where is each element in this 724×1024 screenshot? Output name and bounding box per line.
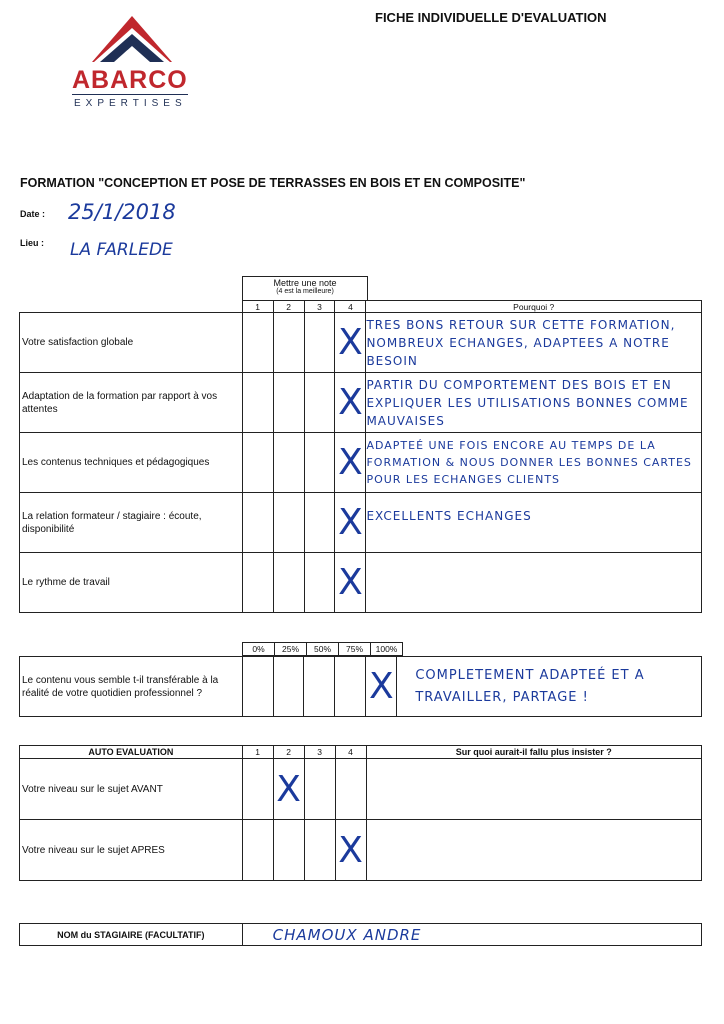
transfer-row xyxy=(20,657,702,717)
transfer-scale-75: 75% xyxy=(339,643,371,656)
rating-row xyxy=(20,373,702,433)
rating-row xyxy=(20,433,702,493)
transfer-cell-50[interactable] xyxy=(304,657,335,717)
rating-table xyxy=(19,300,702,613)
score-mark[interactable]: X xyxy=(335,433,366,493)
rating-row xyxy=(20,313,702,373)
transfer-scale-25: 25% xyxy=(275,643,307,656)
criterion-label: Le rythme de travail xyxy=(20,553,243,613)
auto-scale-4: 4 xyxy=(335,746,366,759)
logo-name: ABARCO xyxy=(72,66,188,94)
auto-label: Votre niveau sur le sujet APRES xyxy=(20,820,243,881)
rating-row xyxy=(20,553,702,613)
reason-text: EXCELLENTS ECHANGES xyxy=(366,493,702,553)
transfer-cell-25[interactable] xyxy=(273,657,304,717)
reason-text: PARTIR DU COMPORTEMENT DES BOIS ET EN EXPLIQUER LES UTILISATIONS BONNES COMME MAUVAISES xyxy=(366,373,702,433)
score-mark[interactable]: X xyxy=(335,373,366,433)
auto-cell-4[interactable] xyxy=(335,759,366,820)
auto-answer[interactable] xyxy=(366,759,701,820)
auto-scale-2: 2 xyxy=(273,746,304,759)
reason-text: TRES BONS RETOUR SUR CETTE FORMATION, NOMBREUX ECHANGES, ADAPTEES A NOTRE BESOIN xyxy=(366,313,702,373)
auto-cell-3[interactable] xyxy=(304,820,335,881)
criterion-label: Adaptation de la formation par rapport à vos attentes xyxy=(20,373,243,433)
abarco-logo-mark xyxy=(92,14,172,68)
auto-eval-header: AUTO EVALUATION xyxy=(20,746,243,759)
reason-text xyxy=(366,553,702,613)
auto-cell-1[interactable] xyxy=(242,759,273,820)
score-cell-1[interactable] xyxy=(242,493,273,553)
transfer-scale-50: 50% xyxy=(307,643,339,656)
stagiaire-table xyxy=(19,923,702,946)
scale-4: 4 xyxy=(335,301,366,313)
criterion-label: Votre satisfaction globale xyxy=(20,313,243,373)
score-mark[interactable]: X xyxy=(335,493,366,553)
document-title: FICHE INDIVIDUELLE D'EVALUATION xyxy=(375,10,607,25)
score-cell-3[interactable] xyxy=(304,493,335,553)
stagiaire-name[interactable]: CHAMOUX ANDRE xyxy=(242,924,701,946)
auto-cell-3[interactable] xyxy=(304,759,335,820)
date-label: Date : xyxy=(20,209,46,219)
transfer-scale-100: 100% xyxy=(371,643,403,656)
score-cell-2[interactable] xyxy=(273,433,304,493)
score-mark[interactable]: X xyxy=(335,313,366,373)
score-cell-2[interactable] xyxy=(273,553,304,613)
stagiaire-label: NOM du STAGIAIRE (FACULTATIF) xyxy=(20,924,243,946)
scale-3: 3 xyxy=(304,301,335,313)
auto-eval-table xyxy=(19,745,702,881)
auto-question-header: Sur quoi aurait-il fallu plus insister ? xyxy=(366,746,701,759)
auto-label: Votre niveau sur le sujet AVANT xyxy=(20,759,243,820)
score-cell-1[interactable] xyxy=(242,313,273,373)
auto-row xyxy=(20,820,702,881)
scale-2: 2 xyxy=(273,301,304,313)
score-cell-2[interactable] xyxy=(273,373,304,433)
reason-text: ADAPTEÉ UNE FOIS ENCORE AU TEMPS DE LA FORMATION & NOUS DONNER LES BONNES CARTES POUR LES ECHANGES CLIENTS xyxy=(366,433,702,493)
formation-title: FORMATION "CONCEPTION ET POSE DE TERRASSES EN BOIS ET EN COMPOSITE" xyxy=(20,176,526,190)
score-cell-3[interactable] xyxy=(304,373,335,433)
score-cell-3[interactable] xyxy=(304,433,335,493)
scale-1: 1 xyxy=(242,301,273,313)
criterion-label: Les contenus techniques et pédagogiques xyxy=(20,433,243,493)
score-cell-2[interactable] xyxy=(273,493,304,553)
auto-mark[interactable]: X xyxy=(335,820,366,881)
auto-cell-1[interactable] xyxy=(242,820,273,881)
rating-row xyxy=(20,493,702,553)
lieu-value: LA FARLEDE xyxy=(70,240,173,260)
score-cell-3[interactable] xyxy=(304,553,335,613)
score-cell-1[interactable] xyxy=(242,433,273,493)
transfer-table xyxy=(19,656,702,717)
score-cell-1[interactable] xyxy=(242,373,273,433)
criterion-label: La relation formateur / stagiaire : écoute, disponibilité xyxy=(20,493,243,553)
auto-answer[interactable] xyxy=(366,820,701,881)
auto-row xyxy=(20,759,702,820)
auto-scale-3: 3 xyxy=(304,746,335,759)
transfer-cell-0[interactable] xyxy=(242,657,273,717)
transfer-reason: COMPLETEMENT ADAPTEÉ ET A TRAVAILLER, PARTAGE ! xyxy=(397,657,702,717)
transfer-mark[interactable]: X xyxy=(366,657,397,717)
auto-scale-1: 1 xyxy=(242,746,273,759)
score-mark[interactable]: X xyxy=(335,553,366,613)
date-value: 25/1/2018 xyxy=(68,200,176,224)
logo-subtitle: EXPERTISES xyxy=(74,98,187,109)
auto-cell-2[interactable] xyxy=(273,820,304,881)
transfer-cell-75[interactable] xyxy=(335,657,366,717)
logo-divider xyxy=(72,94,188,95)
score-cell-3[interactable] xyxy=(304,313,335,373)
score-cell-1[interactable] xyxy=(242,553,273,613)
lieu-label: Lieu : xyxy=(20,238,44,248)
transfer-label: Le contenu vous semble t-il transférable à la réalité de votre quotidien professionnel ? xyxy=(20,657,243,717)
score-cell-2[interactable] xyxy=(273,313,304,373)
transfer-scale-0: 0% xyxy=(243,643,275,656)
auto-mark[interactable]: X xyxy=(273,759,304,820)
transfer-scale-header xyxy=(242,642,403,656)
pourquoi-header: Pourquoi ? xyxy=(366,301,702,313)
note-header: Mettre une note (4 est la meilleure) xyxy=(242,276,368,301)
